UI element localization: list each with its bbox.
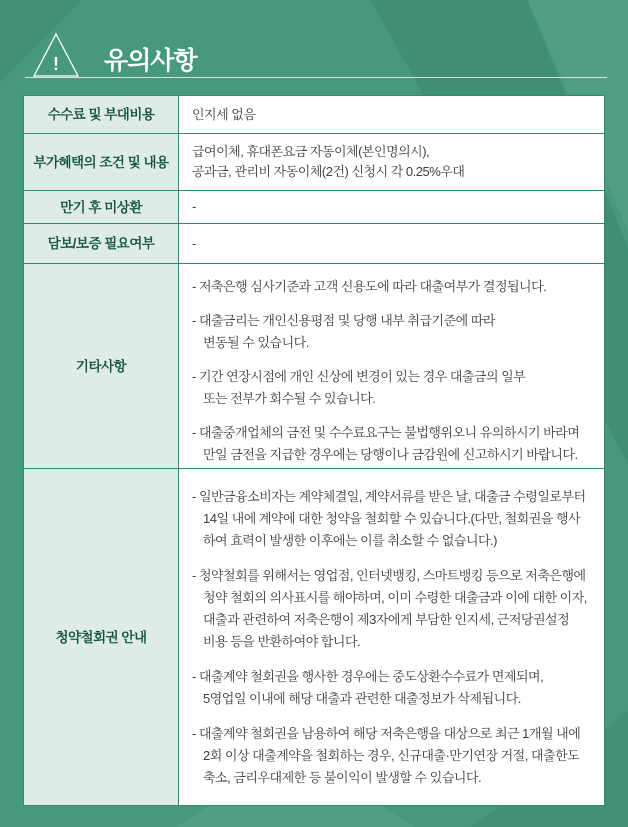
table-row-maturity: [24, 191, 604, 224]
row-label: 수수료 및 부대비용: [24, 96, 179, 133]
bullet-line: - 기간 연장시점에 개인 신상에 변경이 있는 경우 대출금의 일부: [192, 369, 526, 384]
table-row-collateral: [24, 224, 604, 264]
row-content: -: [192, 235, 196, 251]
row-content-line: 공과금, 관리비 자동이체(2건) 신청시 각 0.25%우대: [192, 164, 465, 179]
bullet-line: - 대출중개업체의 금전 및 수수료요구는 불법행위오니 유의하시기 바라며: [192, 425, 580, 440]
bullet-line: 만일 금전을 지급한 경우에는 당행이나 금감원에 신고하시기 바랍니다.: [203, 447, 578, 462]
bullet-line: 또는 전부가 회수될 수 있습니다.: [203, 391, 376, 406]
row-content-line: 급여이체, 휴대폰요금 자동이체(본인명의시),: [192, 144, 430, 159]
exclamation-mark: !: [53, 54, 59, 74]
bullet-line: - 일반금융소비자는 계약체결일, 계약서류를 받은 날, 대출금 수령일로부터: [192, 489, 586, 504]
bullet-line: - 대출계약 철회권을 남용하여 해당 저축은행을 대상으로 최근 1개월 내에: [192, 726, 581, 741]
bullet-line: 축소, 금리우대제한 등 불이익이 발생할 수 있습니다.: [203, 770, 482, 785]
row-label: 만기 후 미상환: [24, 191, 179, 223]
bullet-line: 5영업일 이내에 해당 대출과 관련한 대출정보가 삭제됩니다.: [203, 691, 521, 706]
bullet-line: - 청약철회를 위해서는 영업점, 인터넷뱅킹, 스마트뱅킹 등으로 저축은행에: [192, 568, 586, 583]
table-row-other-notes: [24, 264, 604, 469]
bullet-item: [192, 422, 596, 466]
bullet-line: 청약 철회의 의사표시를 해야하며, 이미 수령한 대출금과 이에 대한 이자,: [203, 590, 587, 605]
bullet-line: - 대출계약 철회권을 행사한 경우에는 중도상환수수료가 면제되며,: [192, 669, 544, 684]
bullet-item: [192, 276, 596, 298]
table-row-withdrawal-right: [24, 469, 604, 805]
bullet-item: [192, 723, 596, 789]
bullet-line: 2회 이상 대출계약을 철회하는 경우, 신규대출·만기연장 거절, 대출한도: [203, 748, 580, 763]
row-label: 청약철회권 안내: [24, 469, 179, 805]
bullet-item: [192, 366, 596, 410]
bullet-item: [192, 310, 596, 354]
bullet-item: [192, 565, 596, 653]
warning-triangle-icon: [33, 32, 79, 78]
table-row-fees: [24, 96, 604, 134]
bullet-line: 14일 내에 계약에 대한 청약을 철회할 수 있습니다.(다만, 철회권을 행사: [203, 511, 581, 526]
row-content: -: [192, 199, 196, 214]
header-divider: [25, 77, 607, 78]
bullet-item: [192, 486, 596, 552]
bullet-line: 변동될 수 있습니다.: [203, 335, 309, 350]
bullet-line: 하여 효력이 발생한 이후에는 이를 취소할 수 없습니다.): [203, 533, 497, 548]
bullet-line: 비용 등을 반환하여야 합니다.: [203, 634, 361, 649]
row-label: 기타사항: [24, 264, 179, 468]
row-label: 부가혜택의 조건 및 내용: [24, 134, 179, 190]
row-content: 인지세 없음: [192, 106, 256, 122]
bullet-line: - 대출금리는 개인신용평점 및 당행 내부 취급기준에 따라: [192, 313, 495, 328]
row-label: 담보/보증 필요여부: [24, 224, 179, 263]
notice-table: [23, 95, 605, 806]
bullet-line: 대출과 관련하여 저축은행이 제3자에게 부담한 인지세, 근저당권설정: [203, 612, 570, 627]
table-row-benefits: [24, 134, 604, 191]
page-title: 유의사항: [104, 47, 197, 75]
bullet-item: [192, 666, 596, 710]
bullet-line: - 저축은행 심사기준과 고객 신용도에 따라 대출여부가 결정됩니다.: [192, 279, 547, 294]
